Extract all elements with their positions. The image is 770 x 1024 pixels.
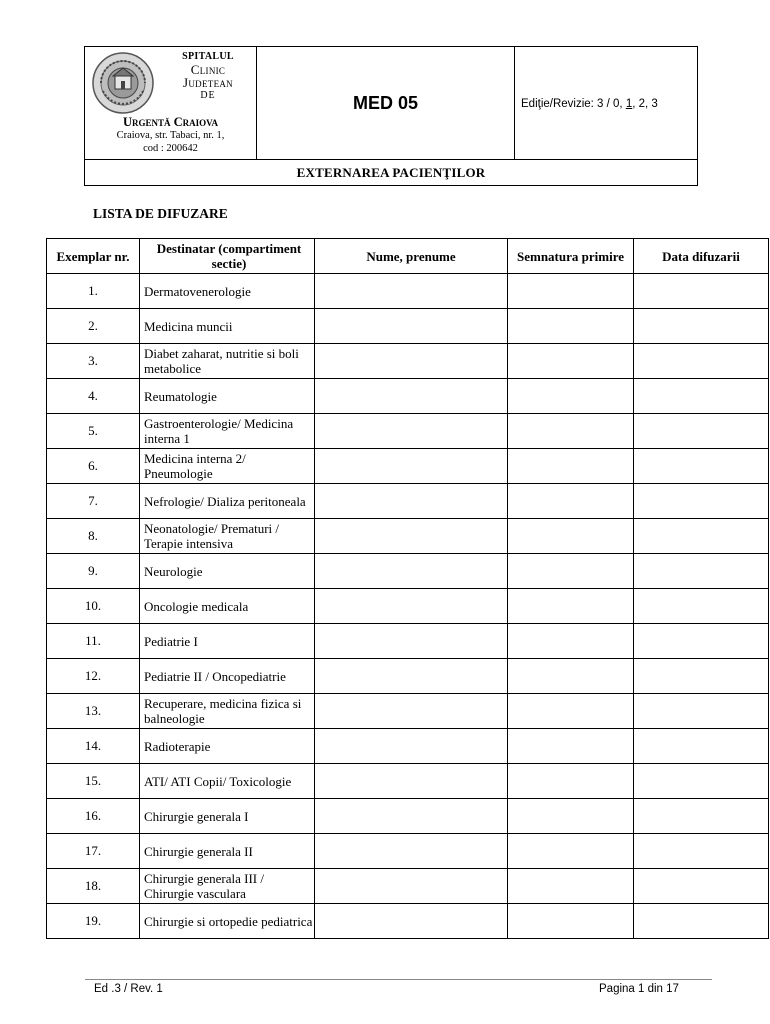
doc-code: MED 05 — [352, 92, 419, 113]
doc-title: EXTERNAREA PACIENŢILOR — [296, 164, 486, 180]
cell-semnatura[interactable] — [508, 904, 634, 939]
table-row — [47, 764, 769, 799]
table-row — [47, 379, 769, 414]
cell-nume-prenume[interactable] — [315, 799, 508, 834]
cell-semnatura[interactable] — [508, 729, 634, 764]
cell-semnatura[interactable] — [508, 624, 634, 659]
hospital-address-line1: Craiova, str. Tabaci, nr. 1, — [116, 130, 225, 141]
hospital-address-line2: cod : 200642 — [143, 143, 198, 154]
cell-destinatar: Gastroenterologie/ Medicina interna 1 — [140, 414, 315, 449]
footer-divider — [85, 979, 712, 980]
cell-nume-prenume[interactable] — [315, 904, 508, 939]
cell-data[interactable] — [634, 554, 769, 589]
cell-data[interactable] — [634, 799, 769, 834]
footer-page-number: Pagina 1 din 17 — [599, 983, 679, 995]
cell-data[interactable] — [634, 659, 769, 694]
cell-semnatura[interactable] — [508, 414, 634, 449]
cell-exemplar-nr: 15. — [47, 764, 140, 799]
cell-exemplar-nr: 14. — [47, 729, 140, 764]
cell-destinatar: Chirurgie generala III / Chirurgie vasculara — [140, 869, 315, 904]
cell-nume-prenume[interactable] — [315, 519, 508, 554]
cell-destinatar: Recuperare, medicina fizica si balneologie — [140, 694, 315, 729]
cell-exemplar-nr: 13. — [47, 694, 140, 729]
cell-data[interactable] — [634, 344, 769, 379]
table-body — [47, 274, 769, 939]
cell-exemplar-nr: 10. — [47, 589, 140, 624]
cell-exemplar-nr: 18. — [47, 869, 140, 904]
cell-data[interactable] — [634, 414, 769, 449]
table-row — [47, 694, 769, 729]
table-row — [47, 904, 769, 939]
header-exemplar-nr: Exemplar nr. — [47, 239, 140, 274]
table-row — [47, 834, 769, 869]
cell-semnatura[interactable] — [508, 309, 634, 344]
table-row — [47, 799, 769, 834]
cell-nume-prenume[interactable] — [315, 309, 508, 344]
cell-data[interactable] — [634, 729, 769, 764]
cell-nume-prenume[interactable] — [315, 729, 508, 764]
cell-data[interactable] — [634, 309, 769, 344]
hospital-name-line2: Clinic — [190, 62, 226, 77]
cell-data[interactable] — [634, 834, 769, 869]
cell-semnatura[interactable] — [508, 449, 634, 484]
cell-exemplar-nr: 16. — [47, 799, 140, 834]
hospital-identity-cell — [85, 47, 257, 160]
edition-prefix: Ediţie/Revizie: 3 / 0, — [521, 98, 626, 110]
cell-exemplar-nr: 6. — [47, 449, 140, 484]
document-header — [84, 46, 698, 186]
header-semnatura: Semnatura primire — [508, 239, 634, 274]
cell-exemplar-nr: 7. — [47, 484, 140, 519]
cell-semnatura[interactable] — [508, 379, 634, 414]
cell-destinatar: Medicina muncii — [140, 309, 315, 344]
cell-exemplar-nr: 2. — [47, 309, 140, 344]
table-row — [47, 449, 769, 484]
cell-exemplar-nr: 5. — [47, 414, 140, 449]
table-row — [47, 344, 769, 379]
cell-semnatura[interactable] — [508, 799, 634, 834]
cell-nume-prenume[interactable] — [315, 624, 508, 659]
hospital-name-line1: SPITALUL — [182, 51, 234, 62]
cell-semnatura[interactable] — [508, 764, 634, 799]
cell-nume-prenume[interactable] — [315, 484, 508, 519]
section-heading: LISTA DE DIFUZARE — [93, 206, 228, 221]
cell-exemplar-nr: 3. — [47, 344, 140, 379]
cell-data[interactable] — [634, 274, 769, 309]
cell-data[interactable] — [634, 519, 769, 554]
table-row — [47, 309, 769, 344]
cell-nume-prenume[interactable] — [315, 344, 508, 379]
cell-nume-prenume[interactable] — [315, 379, 508, 414]
cell-nume-prenume[interactable] — [315, 554, 508, 589]
cell-destinatar: Pediatrie II / Oncopediatrie — [140, 659, 315, 694]
hospital-name-line3: Judetean — [183, 75, 233, 90]
edition-revision — [521, 98, 658, 110]
footer-edition: Ed .3 / Rev. 1 — [94, 983, 163, 995]
cell-exemplar-nr: 4. — [47, 379, 140, 414]
edition-cell — [515, 47, 698, 160]
table-row — [47, 729, 769, 764]
cell-data[interactable] — [634, 484, 769, 519]
cell-semnatura[interactable] — [508, 694, 634, 729]
cell-nume-prenume[interactable] — [315, 869, 508, 904]
cell-semnatura[interactable] — [508, 554, 634, 589]
cell-data[interactable] — [634, 694, 769, 729]
edition-current: 1 — [625, 98, 633, 110]
cell-destinatar: Neurologie — [140, 554, 315, 589]
cell-semnatura[interactable] — [508, 869, 634, 904]
cell-destinatar: Neonatologie/ Prematuri / Terapie intensiva — [140, 519, 315, 554]
cell-destinatar: Nefrologie/ Dializa peritoneala — [140, 484, 315, 519]
cell-exemplar-nr: 17. — [47, 834, 140, 869]
cell-destinatar: Medicina interna 2/ Pneumologie — [140, 449, 315, 484]
cell-exemplar-nr: 8. — [47, 519, 140, 554]
table-row — [47, 414, 769, 449]
table-row — [47, 589, 769, 624]
cell-exemplar-nr: 12. — [47, 659, 140, 694]
cell-destinatar: Dermatovenerologie — [140, 274, 315, 309]
table-row — [47, 624, 769, 659]
cell-nume-prenume[interactable] — [315, 764, 508, 799]
cell-nume-prenume[interactable] — [315, 449, 508, 484]
table-row — [47, 519, 769, 554]
cell-destinatar: Pediatrie I — [140, 624, 315, 659]
cell-semnatura[interactable] — [508, 519, 634, 554]
cell-exemplar-nr: 1. — [47, 274, 140, 309]
cell-nume-prenume[interactable] — [315, 274, 508, 309]
cell-destinatar: Reumatologie — [140, 379, 315, 414]
header-nume-prenume: Nume, prenume — [315, 239, 508, 274]
header-destinatar: Destinatar (compartiment sectie) — [140, 239, 315, 274]
distribution-table — [46, 238, 769, 939]
doc-title-cell — [85, 160, 698, 186]
table-row — [47, 869, 769, 904]
cell-exemplar-nr: 11. — [47, 624, 140, 659]
edition-suffix: , 2, 3 — [632, 98, 658, 110]
cell-destinatar: Radioterapie — [140, 729, 315, 764]
cell-semnatura[interactable] — [508, 659, 634, 694]
hospital-name-block — [163, 50, 253, 102]
cell-nume-prenume[interactable] — [315, 589, 508, 624]
doc-code-cell — [257, 47, 515, 160]
cell-exemplar-nr: 19. — [47, 904, 140, 939]
table-row — [47, 659, 769, 694]
cell-nume-prenume[interactable] — [315, 694, 508, 729]
cell-destinatar: Chirurgie generala II — [140, 834, 315, 869]
cell-data[interactable] — [634, 904, 769, 939]
cell-data[interactable] — [634, 869, 769, 904]
cell-data[interactable] — [634, 624, 769, 659]
table-row — [47, 554, 769, 589]
cell-semnatura[interactable] — [508, 589, 634, 624]
cell-nume-prenume[interactable] — [315, 834, 508, 869]
table-header-row — [47, 239, 769, 274]
header-data: Data difuzarii — [634, 239, 769, 274]
cell-semnatura[interactable] — [508, 484, 634, 519]
table-row — [47, 274, 769, 309]
hospital-name-line5: Urgentă Craiova — [122, 115, 219, 129]
cell-semnatura[interactable] — [508, 344, 634, 379]
cell-data[interactable] — [634, 589, 769, 624]
cell-exemplar-nr: 9. — [47, 554, 140, 589]
cell-nume-prenume[interactable] — [315, 414, 508, 449]
cell-destinatar: Chirurgie generala I — [140, 799, 315, 834]
table-row — [47, 484, 769, 519]
hospital-seal-icon — [91, 51, 155, 115]
hospital-name-line4: DE — [200, 90, 216, 101]
cell-semnatura[interactable] — [508, 274, 634, 309]
cell-data[interactable] — [634, 379, 769, 414]
cell-destinatar: Oncologie medicala — [140, 589, 315, 624]
cell-destinatar: Diabet zaharat, nutritie si boli metabolice — [140, 344, 315, 379]
cell-data[interactable] — [634, 449, 769, 484]
cell-destinatar: ATI/ ATI Copii/ Toxicologie — [140, 764, 315, 799]
cell-data[interactable] — [634, 764, 769, 799]
hospital-name-bottom — [85, 116, 256, 155]
cell-destinatar: Chirurgie si ortopedie pediatrica — [140, 904, 315, 939]
cell-semnatura[interactable] — [508, 834, 634, 869]
cell-nume-prenume[interactable] — [315, 659, 508, 694]
